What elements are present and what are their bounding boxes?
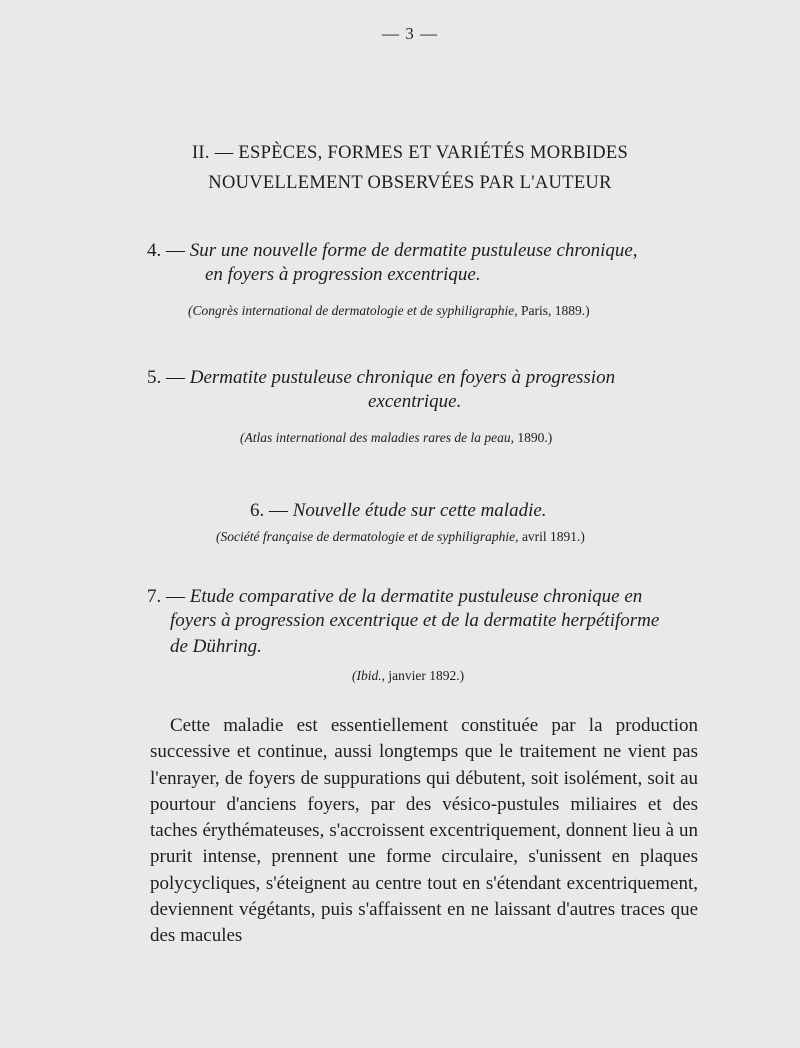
section-heading-line1: II. — ESPÈCES, FORMES ET VARIÉTÉS MORBIDES [191, 143, 629, 163]
page-number: — 3 — [382, 24, 438, 43]
entry-4-number: 4. [147, 240, 162, 261]
entry-4-source [188, 302, 590, 320]
entry-7-number: 7. [147, 586, 162, 607]
entry-4-source-rest: Paris, 1889.) [517, 303, 590, 318]
entry-4-title: Sur une nouvelle forme de dermatite pustuleuse chronique, [189, 240, 638, 261]
entry-6-source-italic: (Société française de dermatologie et de syphiligraphie, [216, 529, 519, 544]
entry-6-source-rest: avril 1891.) [518, 529, 585, 544]
entry-5-number: 5. [147, 367, 162, 388]
entry-4-title-line1 [147, 238, 702, 263]
entry-4-source-italic: (Congrès international de dermatologie et de syphiligraphie, [188, 303, 518, 318]
entry-5-source-rest: 1890.) [513, 430, 553, 445]
body-paragraph: Cette maladie est essentiellement constituée par la production successive et continue, aussi longtemps que le traitement ne vient pas l'enrayer, de foyers de suppurations qui débutent, soit isolément, soit au pourtour d'anciens foyers, par des vésico-pustules miliaires et des taches érythémateuses, s'accroissent excentriquement, donnent lieu à un prurit intense, prennent une forme circulaire, s'unissent en plaques polycycliques, s'éteignent au centre tout en s'étendant excentriquement, deviennent végétants, puis s'affaissent en ne laissant d'autres traces que des macules [150, 715, 698, 947]
entry-7-source-italic: (Ibid., [352, 668, 385, 683]
entry-4-title-line2: en foyers à progression excentrique. [205, 264, 481, 285]
entry-7-title: Etude comparative de la dermatite pustuleuse chronique en [189, 586, 643, 607]
body-text [150, 713, 698, 950]
entry-7-title-line1 [147, 584, 702, 609]
entry-5-source-italic: (Atlas international des maladies rares de la peau, [240, 430, 514, 445]
entry-7-source-rest: janvier 1892.) [385, 668, 465, 683]
entry-6-number: 6. [250, 500, 265, 521]
entry-5-title-line2: excentrique. [368, 391, 462, 412]
entry-5-dash: — [166, 367, 185, 388]
entry-6-source [216, 528, 585, 546]
entry-7-title-line2: foyers à progression excentrique et de la dermatite herpétiforme [170, 610, 660, 631]
section-heading-line2: NOUVELLEMENT OBSERVÉES PAR L'AUTEUR [208, 173, 612, 193]
entry-6-dash: — [269, 500, 288, 521]
entry-7-title-line3: de Dühring. [170, 636, 262, 657]
entry-7-source [352, 667, 464, 685]
entry-5-source [240, 429, 552, 447]
entry-6-title: Nouvelle étude sur cette maladie. [292, 500, 547, 521]
entry-5-title: Dermatite pustuleuse chronique en foyers à progression [189, 367, 616, 388]
entry-7-dash: — [166, 586, 185, 607]
entry-4-dash: — [166, 240, 185, 261]
entry-6-title-line1 [250, 498, 700, 523]
entry-5-title-line1 [147, 365, 702, 390]
